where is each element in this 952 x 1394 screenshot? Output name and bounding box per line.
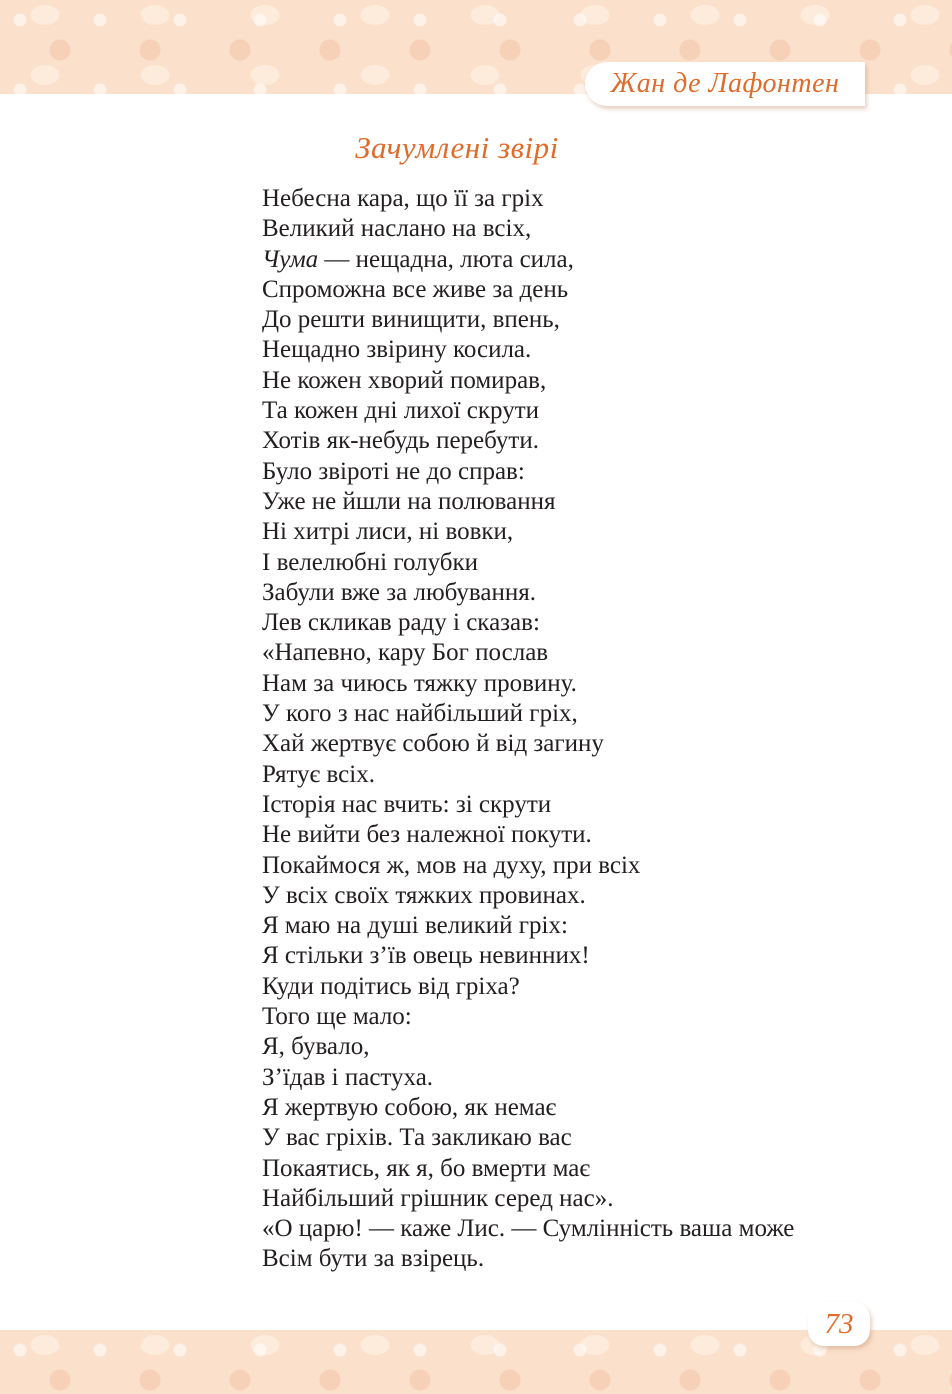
poem-line: Я жертвую собою, як немає bbox=[262, 1093, 557, 1121]
poem-line: Всім бути за взірець. bbox=[262, 1245, 485, 1273]
page-number-badge bbox=[808, 1302, 870, 1346]
poem-emphasis: Чума bbox=[262, 245, 319, 273]
author-name: Жан де Лафонтен bbox=[610, 68, 840, 99]
poem-line: «О царю! — каже Лис. — Сумлінність ваша може bbox=[262, 1215, 795, 1243]
poem-line: З’їдав і пастуха. bbox=[262, 1063, 434, 1091]
poem-title: Зачумлені звірі bbox=[355, 130, 559, 165]
poem-line: Нам за чиюсь тяжку провину. bbox=[262, 669, 577, 697]
poem-line: Не вийти без належної покути. bbox=[262, 821, 592, 849]
poem-line: Великий наслано на всіх, bbox=[262, 215, 532, 243]
poem-line: Покаятись, як я, бо вмерти має bbox=[262, 1154, 591, 1182]
poem-line: Спроможна все живе за день bbox=[262, 275, 569, 303]
poem-line: Не кожен хворий помирав, bbox=[262, 366, 547, 394]
poem-line: Лев скликав раду і сказав: bbox=[262, 609, 540, 637]
poem-line: Нещадно звірину косила. bbox=[262, 336, 532, 364]
poem-line: Хай жертвує собою й від загину bbox=[262, 730, 604, 758]
poem-line: І велелюбні голубки bbox=[262, 548, 479, 576]
poem-line: Покаймося ж, мов на духу, при всіх bbox=[262, 851, 641, 879]
poem-line: Небесна кара, що її за гріх bbox=[262, 185, 544, 212]
poem-line: Я стільки з’їв овець невинних! bbox=[262, 942, 590, 970]
poem-line: Ні хитрі лиси, ні вовки, bbox=[262, 518, 514, 546]
poem-line: Того ще мало: bbox=[262, 1003, 412, 1031]
poem-line-rest: — нещадна, люта сила, bbox=[318, 245, 574, 273]
poem-line: У кого з нас найбільший гріх, bbox=[262, 700, 578, 728]
poem-line: Найбільший грішник серед нас». bbox=[262, 1184, 614, 1212]
poem-line bbox=[262, 245, 922, 275]
poem-line: Я маю на душі великий гріх: bbox=[262, 912, 568, 940]
poem-line: Уже не йшли на полювання bbox=[262, 487, 556, 515]
poem-line: «Напевно, кару Бог послав bbox=[262, 639, 549, 667]
poem-line: Забули вже за любування. bbox=[262, 578, 536, 606]
poem-line: До решти винищити, впень, bbox=[262, 306, 560, 334]
bottom-ornament-band bbox=[0, 1330, 952, 1394]
poem-line: Хотів як-небудь перебути. bbox=[262, 427, 539, 455]
poem-line: Та кожен дні лихої скрути bbox=[262, 397, 540, 425]
poem-line: Куди подітись від гріха? bbox=[262, 972, 520, 1000]
poem-line: Я, бувало, bbox=[262, 1033, 370, 1061]
poem-line: Історія нас вчить: зі скрути bbox=[262, 790, 552, 818]
poem-line: Було звіроті не до справ: bbox=[262, 457, 525, 485]
poem-line: У вас гріхів. Та закликаю вас bbox=[262, 1124, 572, 1152]
page-number: 73 bbox=[824, 1307, 854, 1340]
poem-line: У всіх своїх тяжких провинах. bbox=[262, 881, 586, 909]
poem-line: Рятує всіх. bbox=[262, 760, 375, 788]
poem-body bbox=[262, 184, 922, 1275]
author-tab bbox=[585, 62, 865, 106]
